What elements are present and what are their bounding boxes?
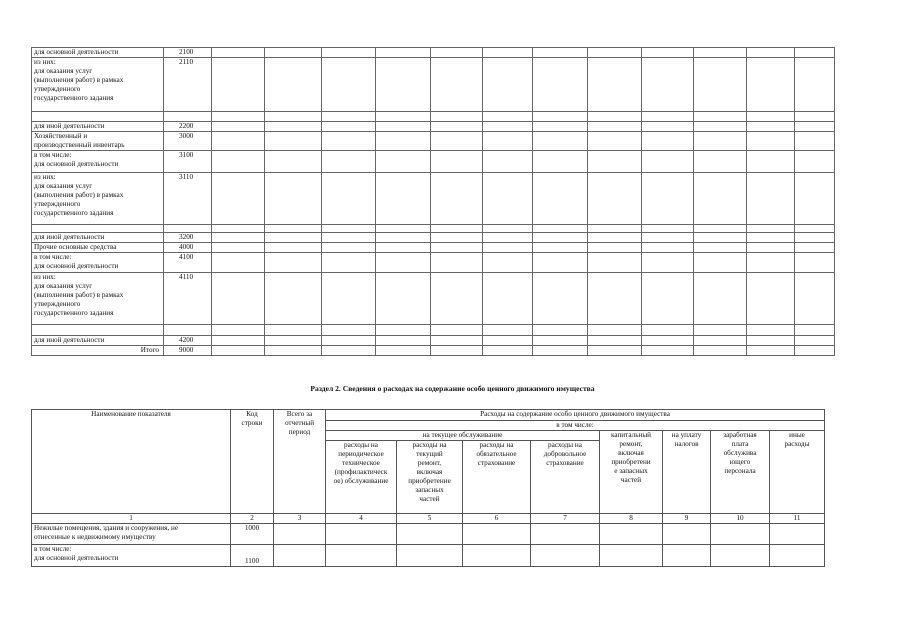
cell <box>747 346 795 356</box>
cell <box>376 325 431 336</box>
cell <box>533 233 588 243</box>
row-label: в том числе: для основной деятельности <box>32 545 231 567</box>
cell <box>642 346 694 356</box>
cell <box>533 225 588 233</box>
cell <box>322 48 376 58</box>
cell <box>265 233 322 243</box>
col-number: 3 <box>274 514 326 524</box>
cell <box>376 336 431 346</box>
header-col7: расходы на добровольное страхование <box>531 441 600 514</box>
header-col11: иные расходы <box>770 431 825 514</box>
cell <box>795 173 835 225</box>
cell <box>642 233 694 243</box>
cell <box>694 151 747 173</box>
cell <box>588 243 642 253</box>
cell <box>747 48 795 58</box>
header-including: в том числе: <box>326 421 825 431</box>
cell <box>322 132 376 151</box>
cell <box>212 58 265 112</box>
cell <box>694 273 747 325</box>
cell <box>483 58 533 112</box>
cell <box>694 325 747 336</box>
cell <box>265 253 322 273</box>
cell <box>663 524 711 545</box>
cell <box>376 243 431 253</box>
cell <box>642 132 694 151</box>
cell <box>376 253 431 273</box>
cell <box>770 545 825 567</box>
cell <box>483 225 533 233</box>
row-label <box>32 112 164 122</box>
table-row <box>32 58 835 112</box>
cell <box>265 225 322 233</box>
cell <box>795 273 835 325</box>
cell <box>795 58 835 112</box>
cell <box>531 545 600 567</box>
header-name: Наименование показателя <box>32 410 231 514</box>
cell <box>588 122 642 132</box>
cell <box>376 112 431 122</box>
col-number: 6 <box>463 514 531 524</box>
cell <box>322 112 376 122</box>
row-code: 9000 <box>164 346 212 356</box>
row-label <box>32 325 164 336</box>
col-number: 5 <box>397 514 463 524</box>
row-label: Прочие основные средства <box>32 243 164 253</box>
cell <box>212 173 265 225</box>
cell <box>531 524 600 545</box>
table-row <box>32 173 835 225</box>
row-label: из них: для оказания услуг (выполнения работ) в рамках утвержденного государственного задания <box>32 58 164 112</box>
cell <box>431 336 483 346</box>
cell <box>588 273 642 325</box>
cell <box>588 132 642 151</box>
cell <box>431 58 483 112</box>
cell <box>431 273 483 325</box>
cell <box>533 112 588 122</box>
cell <box>588 233 642 243</box>
cell <box>265 48 322 58</box>
cell <box>533 173 588 225</box>
row-code <box>164 225 212 233</box>
cell <box>376 122 431 132</box>
row-code: 2110 <box>164 58 212 112</box>
cell <box>326 545 397 567</box>
cell <box>642 243 694 253</box>
cell <box>588 151 642 173</box>
cell <box>588 336 642 346</box>
cell <box>431 48 483 58</box>
cell <box>694 58 747 112</box>
cell <box>265 336 322 346</box>
cell <box>265 151 322 173</box>
cell <box>642 58 694 112</box>
header-total: Всего за отчетный период <box>274 410 326 514</box>
cell <box>483 122 533 132</box>
cell <box>212 132 265 151</box>
cell <box>212 273 265 325</box>
cell <box>431 233 483 243</box>
cell <box>376 151 431 173</box>
cell <box>322 122 376 132</box>
spacer-row <box>32 325 835 336</box>
cell <box>265 173 322 225</box>
cell <box>322 58 376 112</box>
cell <box>212 243 265 253</box>
cell <box>322 243 376 253</box>
cell <box>397 545 463 567</box>
cell <box>711 524 770 545</box>
cell <box>322 253 376 273</box>
cell <box>694 336 747 346</box>
cell <box>265 58 322 112</box>
cell <box>265 346 322 356</box>
cell <box>747 112 795 122</box>
cell <box>642 173 694 225</box>
header-col10: заработная плата обслужива ющего персонала <box>711 431 770 514</box>
cell <box>533 243 588 253</box>
cell <box>694 346 747 356</box>
cell <box>795 122 835 132</box>
cell <box>588 325 642 336</box>
cell <box>376 233 431 243</box>
spacer-row <box>32 225 835 233</box>
cell <box>274 545 326 567</box>
cell <box>212 112 265 122</box>
col-number: 11 <box>770 514 825 524</box>
col-number: 7 <box>531 514 600 524</box>
cell <box>747 336 795 346</box>
table-row <box>32 48 835 58</box>
cell <box>483 112 533 122</box>
cell <box>642 48 694 58</box>
cell <box>322 325 376 336</box>
cell <box>483 273 533 325</box>
cell <box>533 132 588 151</box>
cell <box>322 151 376 173</box>
cell <box>795 325 835 336</box>
table-row <box>32 132 835 151</box>
cell <box>747 243 795 253</box>
cell <box>431 325 483 336</box>
cell <box>795 132 835 151</box>
row-code: 4110 <box>164 273 212 325</box>
cell <box>795 253 835 273</box>
cell <box>694 48 747 58</box>
cell <box>533 122 588 132</box>
cell <box>463 524 531 545</box>
cell <box>483 243 533 253</box>
cell <box>397 524 463 545</box>
table-row <box>32 253 835 273</box>
cell <box>795 233 835 243</box>
row-label: для иной деятельности <box>32 122 164 132</box>
cell <box>431 151 483 173</box>
cell <box>770 524 825 545</box>
cell <box>600 524 663 545</box>
cell <box>483 346 533 356</box>
cell <box>588 346 642 356</box>
cell <box>533 325 588 336</box>
cell <box>533 48 588 58</box>
cell <box>431 173 483 225</box>
cell <box>212 48 265 58</box>
cell <box>265 132 322 151</box>
cell <box>795 346 835 356</box>
cell <box>795 151 835 173</box>
cell <box>212 151 265 173</box>
header-col8: капитальный ремонт, включая приобретени е запасных частей <box>600 431 663 514</box>
cell <box>533 346 588 356</box>
cell <box>274 524 326 545</box>
cell <box>376 346 431 356</box>
cell <box>747 325 795 336</box>
cell <box>747 225 795 233</box>
cell <box>483 132 533 151</box>
cell <box>265 112 322 122</box>
cell <box>212 122 265 132</box>
col-number: 2 <box>231 514 274 524</box>
cell <box>642 151 694 173</box>
cell <box>431 112 483 122</box>
cell <box>212 233 265 243</box>
cell <box>376 48 431 58</box>
cell <box>322 233 376 243</box>
cell <box>212 346 265 356</box>
cell <box>642 253 694 273</box>
cell <box>694 243 747 253</box>
cell <box>694 173 747 225</box>
cell <box>431 253 483 273</box>
table-expenses <box>31 409 825 567</box>
cell <box>483 233 533 243</box>
cell <box>694 253 747 273</box>
cell <box>212 253 265 273</box>
cell <box>747 253 795 273</box>
row-code: 4000 <box>164 243 212 253</box>
row-label: Нежилые помещения, здания и сооружения, не отнесенные к недвижимому имуществу <box>32 524 231 545</box>
cell <box>265 325 322 336</box>
row-label: Хозяйственный и производственный инвентарь <box>32 132 164 151</box>
cell <box>663 545 711 567</box>
row-label: для иной деятельности <box>32 336 164 346</box>
row-label: для основной деятельности <box>32 48 164 58</box>
table-row <box>32 243 835 253</box>
cell <box>795 112 835 122</box>
cell <box>795 48 835 58</box>
cell <box>533 58 588 112</box>
cell <box>265 243 322 253</box>
cell <box>588 112 642 122</box>
cell <box>642 325 694 336</box>
cell <box>642 273 694 325</box>
cell <box>533 253 588 273</box>
cell <box>694 112 747 122</box>
cell <box>322 346 376 356</box>
row-label: для иной деятельности <box>32 233 164 243</box>
row-code: 2200 <box>164 122 212 132</box>
cell <box>212 225 265 233</box>
table-row <box>32 336 835 346</box>
table-row <box>32 346 835 356</box>
cell <box>376 273 431 325</box>
row-code: 2100 <box>164 48 212 58</box>
cell <box>431 122 483 132</box>
cell <box>326 524 397 545</box>
cell <box>694 225 747 233</box>
row-label: Итого <box>32 346 164 356</box>
cell <box>600 545 663 567</box>
cell <box>642 112 694 122</box>
col-number: 4 <box>326 514 397 524</box>
table-fixed-assets <box>31 47 835 356</box>
row-label: из них: для оказания услуг (выполнения работ) в рамках утвержденного государственного задания <box>32 273 164 325</box>
cell <box>265 273 322 325</box>
col-number: 1 <box>32 514 231 524</box>
row-code: 1100 <box>231 545 274 567</box>
cell <box>588 173 642 225</box>
cell <box>588 48 642 58</box>
cell <box>747 58 795 112</box>
cell <box>588 58 642 112</box>
row-code: 4100 <box>164 253 212 273</box>
cell <box>431 132 483 151</box>
cell <box>483 48 533 58</box>
cell <box>588 225 642 233</box>
cell <box>588 253 642 273</box>
header-col9: на уплату налогов <box>663 431 711 514</box>
cell <box>322 336 376 346</box>
cell <box>483 325 533 336</box>
cell <box>642 122 694 132</box>
section-2-title: Раздел 2. Сведения о расходах на содержание особо ценного движимого имущества <box>310 384 595 393</box>
row-label <box>32 225 164 233</box>
cell <box>694 132 747 151</box>
header-col4: расходы на периодическое техническое (профилактическ ое) обслуживание <box>326 441 397 514</box>
cell <box>376 225 431 233</box>
cell <box>483 151 533 173</box>
cell <box>747 273 795 325</box>
col-number: 9 <box>663 514 711 524</box>
cell <box>376 58 431 112</box>
row-code: 3110 <box>164 173 212 225</box>
cell <box>483 253 533 273</box>
row-label: в том числе: для основной деятельности <box>32 151 164 173</box>
cell <box>533 336 588 346</box>
cell <box>483 336 533 346</box>
header-expenses: Расходы на содержание особо ценного движимого имущества <box>326 410 825 421</box>
cell <box>795 243 835 253</box>
row-code: 3100 <box>164 151 212 173</box>
cell <box>747 151 795 173</box>
row-code <box>164 112 212 122</box>
header-col5: расходы на текущий ремонт, включая приобретение запасных частей <box>397 441 463 514</box>
table-row <box>32 122 835 132</box>
row-label: из них: для оказания услуг (выполнения работ) в рамках утвержденного государственного задания <box>32 173 164 225</box>
cell <box>376 173 431 225</box>
cell <box>376 132 431 151</box>
cell <box>694 122 747 132</box>
header-current: на текущее обслуживание <box>326 431 600 441</box>
cell <box>533 151 588 173</box>
cell <box>533 273 588 325</box>
spacer-row <box>32 112 835 122</box>
cell <box>795 225 835 233</box>
cell <box>322 173 376 225</box>
row-code: 3000 <box>164 132 212 151</box>
cell <box>322 225 376 233</box>
cell <box>212 336 265 346</box>
row-label: в том числе: для основной деятельности <box>32 253 164 273</box>
cell <box>322 273 376 325</box>
cell <box>212 325 265 336</box>
cell <box>431 225 483 233</box>
cell <box>642 336 694 346</box>
cell <box>483 173 533 225</box>
col-number: 8 <box>600 514 663 524</box>
header-col6: расходы на обязательное страхование <box>463 441 531 514</box>
cell <box>265 122 322 132</box>
cell <box>747 132 795 151</box>
header-code: Код строки <box>231 410 274 514</box>
cell <box>431 243 483 253</box>
cell <box>795 336 835 346</box>
table-row <box>32 151 835 173</box>
cell <box>642 225 694 233</box>
row-code <box>164 325 212 336</box>
cell <box>431 346 483 356</box>
row-code: 1000 <box>231 524 274 545</box>
table-row <box>32 273 835 325</box>
cell <box>747 122 795 132</box>
cell <box>747 173 795 225</box>
col-number: 10 <box>711 514 770 524</box>
cell <box>711 545 770 567</box>
cell <box>694 233 747 243</box>
row-code: 3200 <box>164 233 212 243</box>
cell <box>747 233 795 243</box>
row-code: 4200 <box>164 336 212 346</box>
cell <box>463 545 531 567</box>
table-row <box>32 233 835 243</box>
